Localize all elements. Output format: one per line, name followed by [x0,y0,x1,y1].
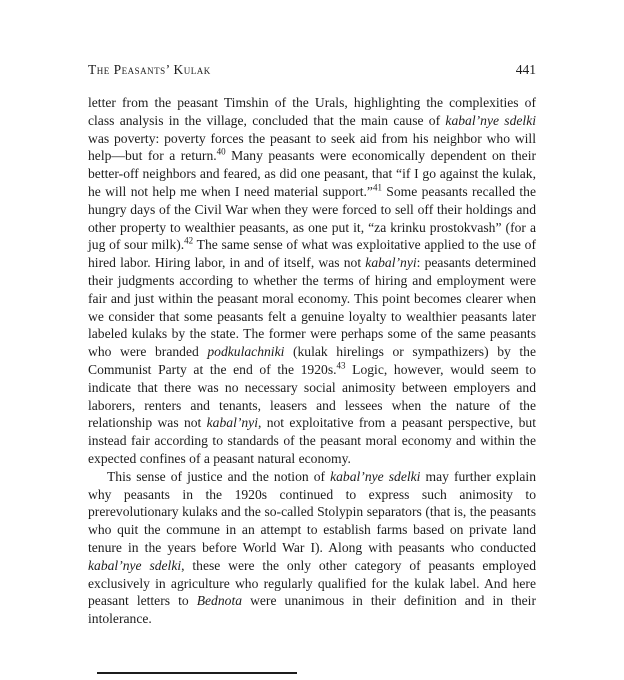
running-head [88,62,536,78]
text-segment-normal: The same sense of what was exploitative applied to the use of hired labor. Hiring labor, in and of itself, was not [88,237,536,271]
body-text [88,94,536,628]
text-segment-normal: Some peasants recalled the hungry days of the Civil War when they were forced to sell off their holdings and other property to wealthier peasants, as one put it, “za krinku prostokvash” (for a jug of sour milk). [88,183,536,253]
text-segment-italic: kabal’nyi [206,415,258,431]
text-segment-italic: kabal’nyi [365,255,417,271]
text-segment-italic: kabal’nye sdelki [445,112,537,128]
text-segment-normal: : peasants determined their judgments according to whether the terms of hiring and employment were fair and just within the peasant moral economy. This point becomes clearer when we consider that some peasants felt a genuine loyalty to wealthier peasants later labeled kulaks by the state. The former were perhaps some of the same peasants who were branded [88,255,536,360]
paragraph [88,468,536,628]
page-number: 441 [515,62,536,77]
text-segment-italic: podkulachniki [207,344,285,360]
text-segment-normal: Many peasants were economically dependent on their better-off neighbors and feared, as did one peasant, that “if I go against the kulak, he will not help me when I need material support.” [88,148,537,199]
text-segment-sup: 40 [216,146,226,157]
footnote-separator [97,672,297,674]
text-segment-normal: This sense of justice and the notion of [107,468,331,484]
text-segment-normal: were unanimous in their definition and in their intolerance. [88,593,536,627]
text-segment-sup: 42 [184,235,194,246]
text-segment-italic: kabal’nye sdelki [330,468,421,484]
page-title: The Peasants’ Kulak [88,62,211,77]
text-segment-normal: letter from the peasant Timshin of the Urals, highlighting the complexities of class analysis in the village, concluded that the main cause of [88,95,536,128]
paragraph [88,94,536,468]
text-segment-normal: Logic, however, would seem to indicate that there was no necessary social animosity between employers and laborers, renters and tenants, leasers and lessees when the nature of the relationship was not [88,361,536,431]
text-segment-normal: , not exploitative from a peasant perspective, but instead fair according to standards of the peasant moral economy and within the expected confines of a peasant natural economy. [88,415,536,466]
text-segment-normal: (kulak hirelings or sympathizers) by the Communist Party at the end of the 1920s. [88,344,536,377]
text-segment-normal: was poverty: poverty forces the peasant to seek aid from his neighbor who will help—but for a return. [88,130,536,164]
text-segment-normal: may further explain why peasants in the 1920s continued to express such animosity to prerevolutionary kulaks and the so-called Stolypin separators (that is, the peasants who quit the commune in an attempt to establish farms based on private land tenure in the years before World War I). Along with peasants who conducted [88,468,536,555]
text-segment-normal: , these were the only other category of peasants employed exclusively in agriculture who regularly qualified for the kulak label. And here peasant letters to [88,557,536,609]
text-segment-italic: kabal’nye sdelki [88,557,182,573]
text-segment-italic: Bednota [196,593,243,609]
text-segment-sup: 43 [336,360,346,371]
text-segment-sup: 41 [372,182,382,193]
